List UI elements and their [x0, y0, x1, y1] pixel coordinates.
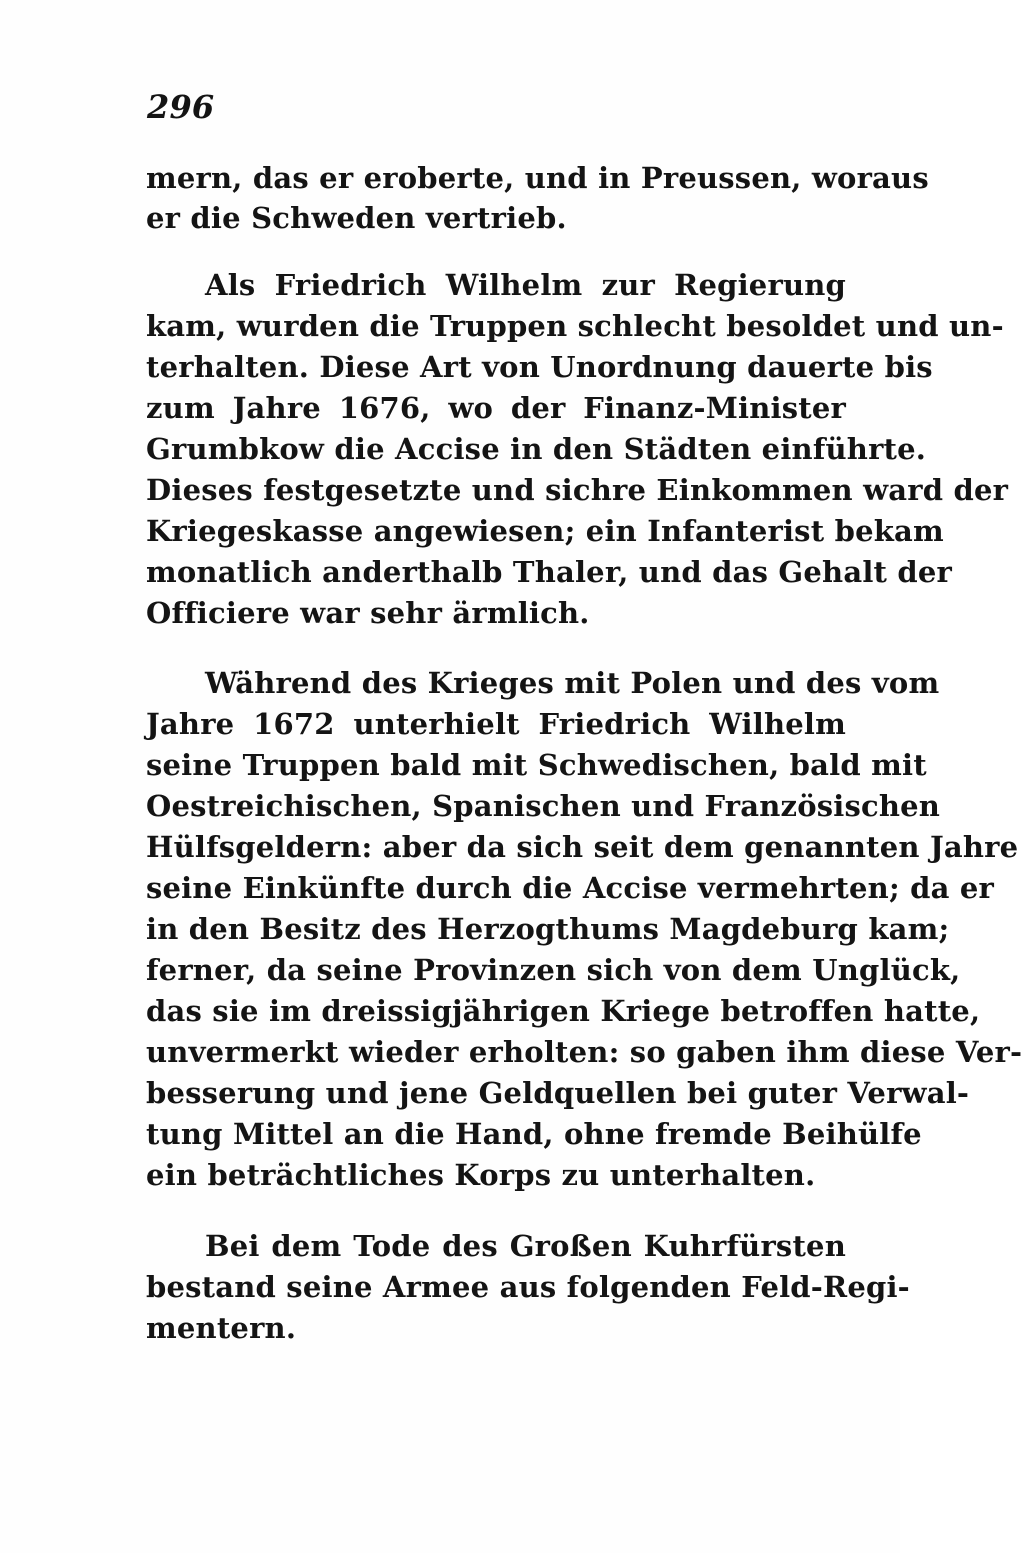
page-number: 296 [147, 88, 215, 126]
text-line: ein beträchtliches Korps zu unterhalten. [146, 1158, 816, 1192]
text-line: Oestreichischen, Spanischen und Französischen [146, 789, 941, 823]
text-line: seine Truppen bald mit Schwedischen, bald mit [146, 748, 927, 782]
text-line: tung Mittel an die Hand, ohne fremde Beihülfe [146, 1117, 922, 1151]
text-line: mern, das er eroberte, und in Preussen, woraus [146, 161, 929, 195]
text-line: Als Friedrich Wilhelm zur Regierung [205, 268, 846, 302]
text-line: ferner, da seine Provinzen sich von dem Unglück, [146, 953, 961, 987]
text-line: terhalten. Diese Art von Unordnung dauerte bis [146, 350, 933, 384]
text-line: Officiere war sehr ärmlich. [146, 596, 590, 630]
text-line: besserung und jene Geldquellen bei guter Verwal- [146, 1076, 970, 1110]
text-line: Dieses festgesetzte und sichre Einkommen ward der [146, 473, 1009, 507]
text-line: in den Besitz des Herzogthums Magdeburg kam; [146, 912, 950, 946]
text-line: zum Jahre 1676, wo der Finanz-Minister [146, 391, 846, 425]
text-line: monatlich anderthalb Thaler, und das Gehalt der [146, 555, 953, 589]
text-line: Bei dem Tode des Großen Kuhrfürsten [205, 1229, 846, 1263]
text-line: Jahre 1672 unterhielt Friedrich Wilhelm [146, 707, 846, 741]
text-line: bestand seine Armee aus folgenden Feld-Regi- [146, 1270, 910, 1304]
text-line: unvermerkt wieder erholten: so gaben ihm diese Ver- [146, 1035, 1022, 1069]
text-line: mentern. [146, 1311, 297, 1345]
text-line: Kriegeskasse angewiesen; ein Infanterist bekam [146, 514, 944, 548]
text-line: das sie im dreissigjährigen Kriege betroffen hatte, [146, 994, 981, 1028]
text-line: Grumbkow die Accise in den Städten einführte. [146, 432, 927, 466]
text-line: Während des Krieges mit Polen und des vom [205, 666, 940, 700]
text-line: Hülfsgeldern: aber da sich seit dem genannten Jahre [146, 830, 1019, 864]
text-line: seine Einkünfte durch die Accise vermehrten; da er [146, 871, 995, 905]
text-line: kam, wurden die Truppen schlecht besoldet und un- [146, 309, 1004, 343]
text-line: er die Schweden vertrieb. [146, 201, 567, 235]
